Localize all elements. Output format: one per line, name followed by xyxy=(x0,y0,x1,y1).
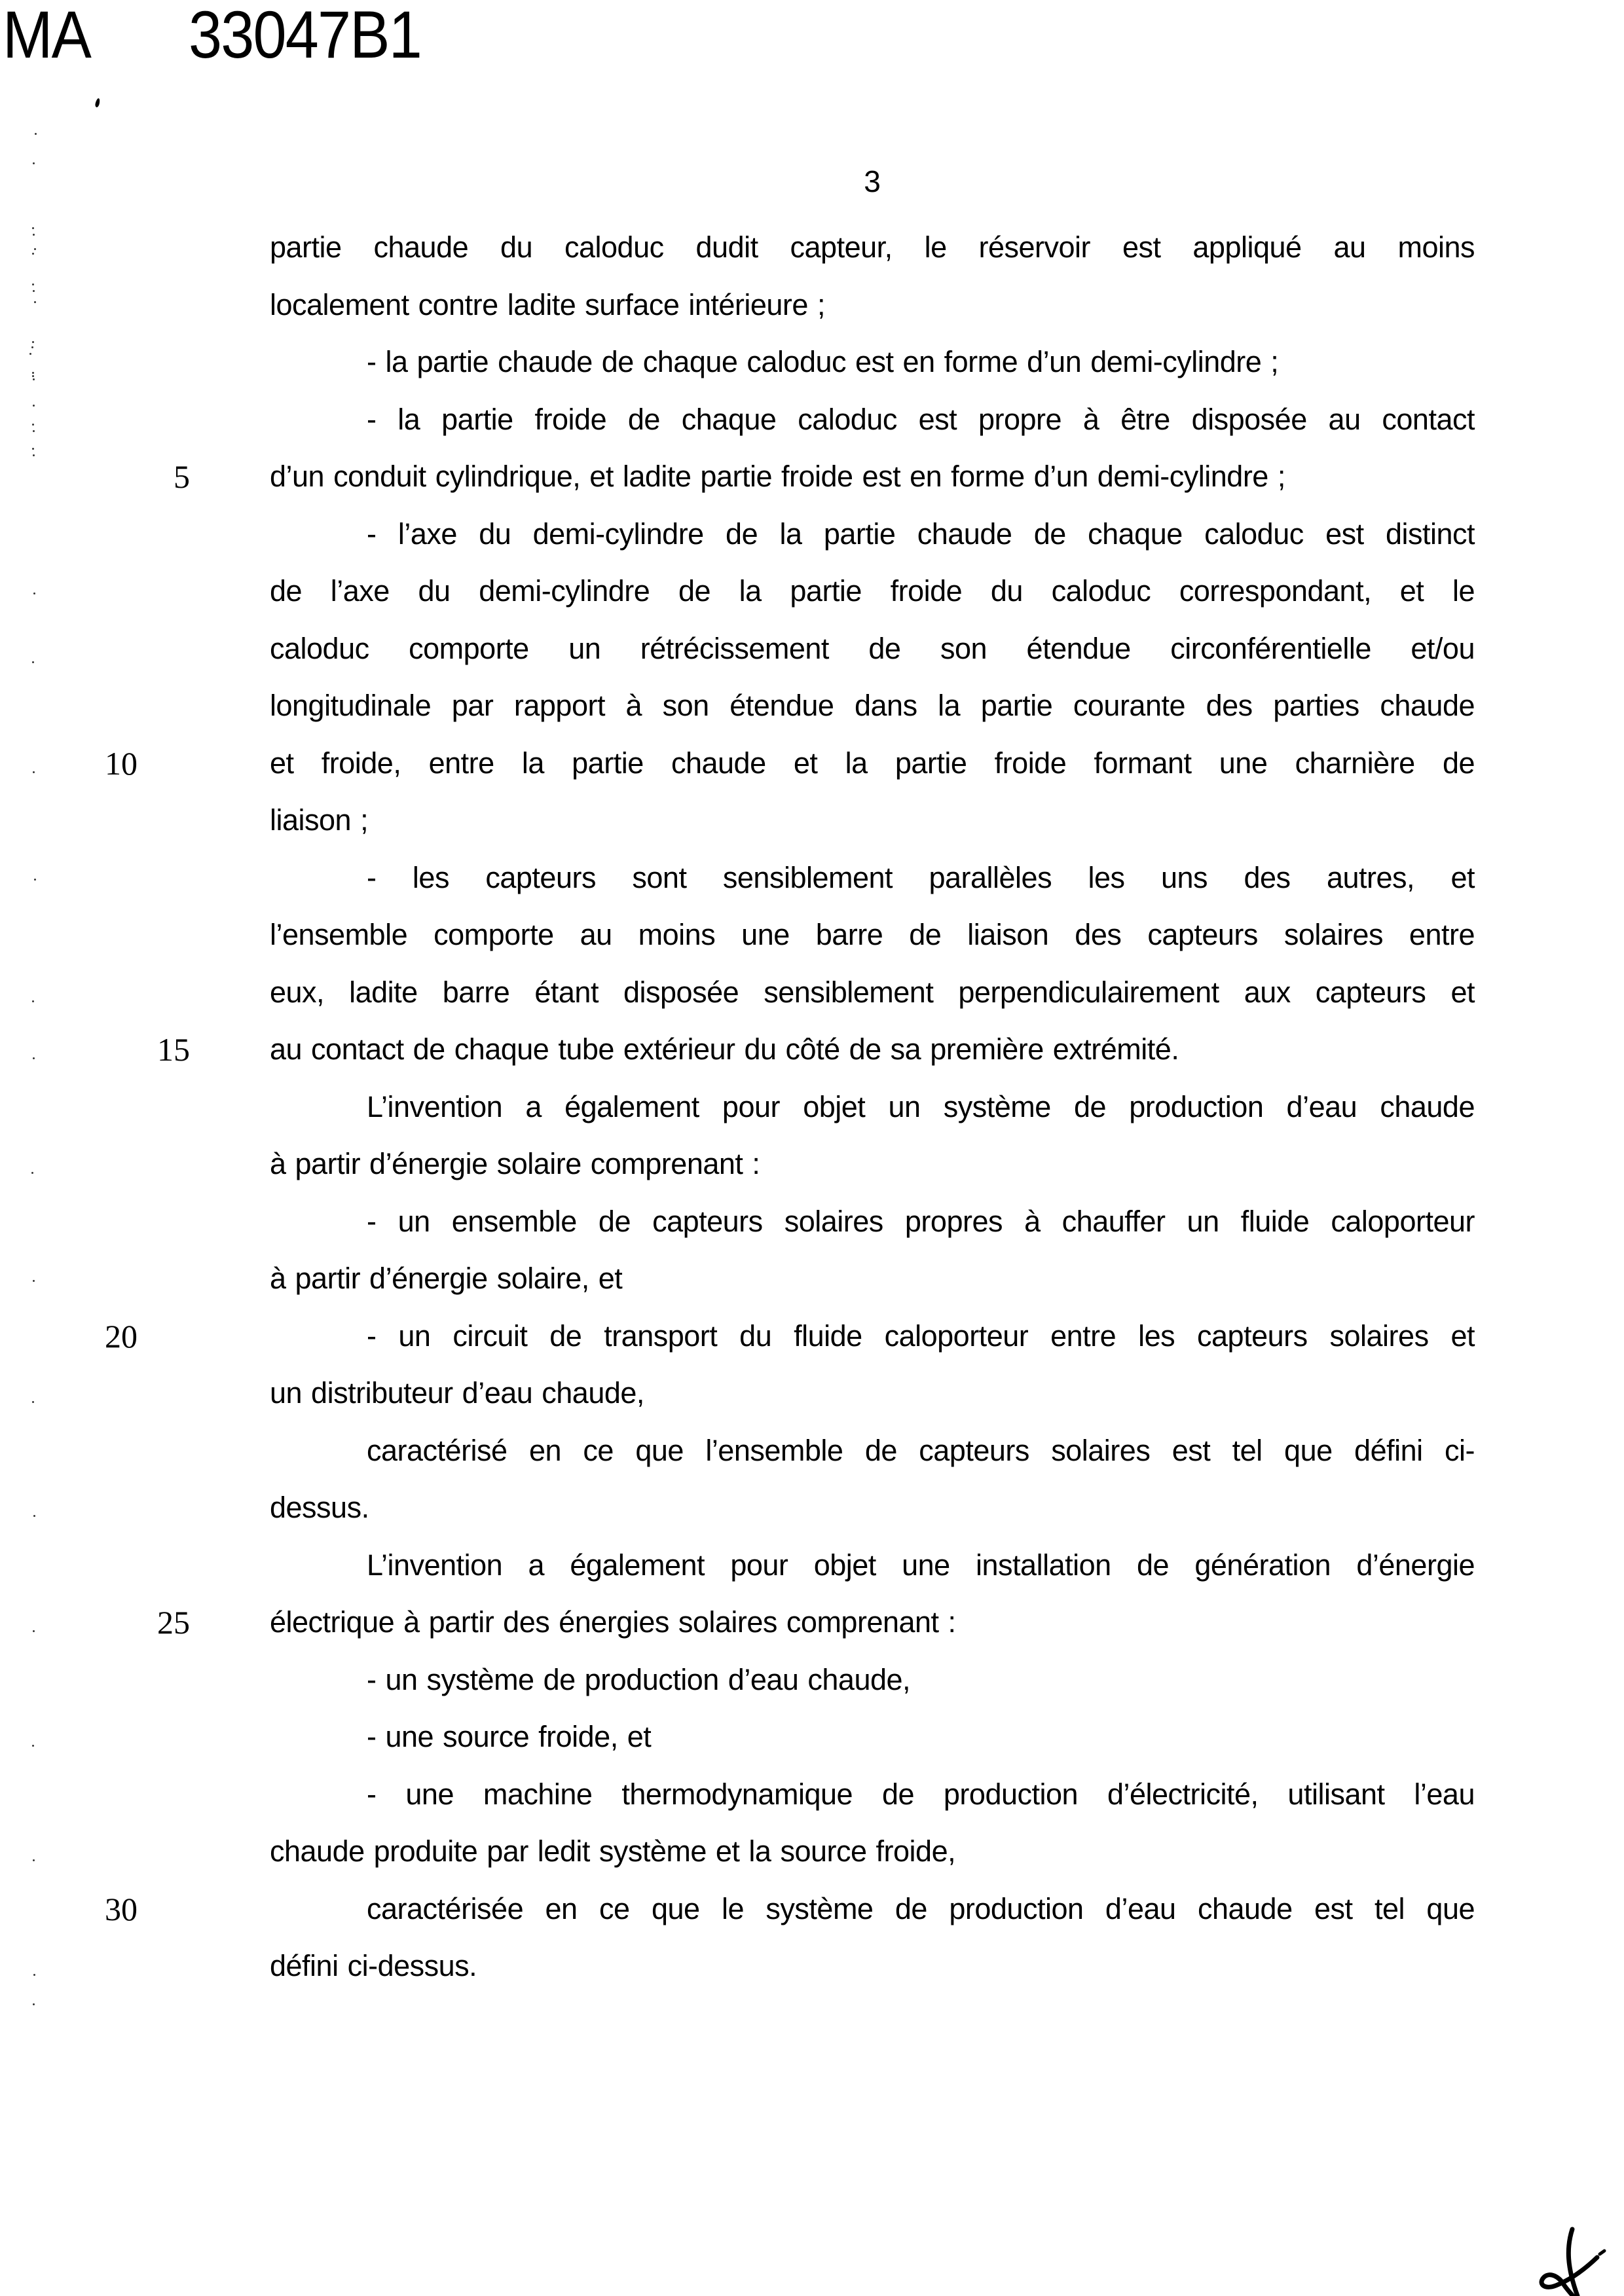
scan-speck xyxy=(33,771,35,773)
scan-speck xyxy=(32,375,34,377)
line-text: L’invention a également pour objet une installation de génération d’énergie xyxy=(367,1548,1475,1582)
header-publication-number: 33047B1 xyxy=(189,0,421,72)
scan-speck xyxy=(33,162,35,164)
text-line xyxy=(270,1078,1475,1136)
line-text: - une source froide, et xyxy=(367,1720,652,1753)
scan-speck xyxy=(32,448,34,450)
line-text: partie chaude du caloduc dudit capteur, le réservoir est appliqué au moins xyxy=(270,230,1475,264)
text-line xyxy=(105,735,1475,792)
scan-speck xyxy=(32,253,34,255)
text-line xyxy=(270,1479,1475,1537)
line-text: longitudinale par rapport à son étendue dans la partie courante des parties chaude xyxy=(270,689,1475,722)
scan-speck xyxy=(32,1000,34,1002)
text-line xyxy=(270,1651,1475,1709)
scan-speck xyxy=(33,1515,35,1517)
line-number: 5 xyxy=(174,458,190,495)
scan-speck xyxy=(34,248,36,250)
text-line xyxy=(157,1594,1475,1651)
line-text: - un système de production d’eau chaude, xyxy=(367,1662,911,1696)
line-text: caloduc comporte un rétrécissement de son étendue circonférentielle et/ou xyxy=(270,631,1475,665)
line-text: au contact de chaque tube extérieur du côté de sa première extrémité. xyxy=(270,1032,1179,1066)
scan-speck xyxy=(32,424,34,426)
line-text: eux, ladite barre étant disposée sensiblement perpendiculairement aux capteurs et xyxy=(270,975,1475,1009)
scan-speck xyxy=(32,341,34,343)
scan-speck xyxy=(33,378,35,380)
line-text: d’un conduit cylindrique, et ladite partie froide est en forme d’un demi-cylindre ; xyxy=(270,460,1285,493)
line-number: 15 xyxy=(157,1031,190,1068)
line-text: un distributeur d’eau chaude, xyxy=(270,1376,644,1410)
text-line xyxy=(105,1307,1475,1365)
header-country-code: MA xyxy=(3,0,91,72)
text-line xyxy=(157,1021,1475,1078)
line-text: localement contre ladite surface intérieure ; xyxy=(270,287,825,321)
text-line xyxy=(270,620,1475,678)
text-line xyxy=(270,849,1475,907)
scan-speck xyxy=(33,454,35,456)
line-text: - l’axe du demi-cylindre de la partie chaude de chaque caloduc est distinct xyxy=(367,517,1475,551)
signature-mark xyxy=(1498,2218,1624,2296)
line-text: - une machine thermodynamique de production d’électricité, utilisant l’eau xyxy=(367,1777,1475,1811)
text-line xyxy=(270,1193,1475,1250)
text-line xyxy=(270,1364,1475,1422)
scan-speck xyxy=(32,372,34,374)
scan-speck xyxy=(32,1401,34,1403)
scan-speck xyxy=(34,879,36,881)
text-line xyxy=(270,1766,1475,1823)
text-line xyxy=(270,1537,1475,1594)
text-line xyxy=(270,562,1475,620)
scan-speck xyxy=(33,1859,35,1861)
text-line xyxy=(270,391,1475,448)
line-number: 25 xyxy=(157,1604,190,1641)
scan-speck xyxy=(35,133,37,135)
line-text: et froide, entre la partie chaude et la partie froide formant une charnière de xyxy=(270,746,1475,780)
text-line xyxy=(270,1823,1475,1880)
scan-speck xyxy=(29,353,31,355)
line-text: L’invention a également pour objet un système de production d’eau chaude xyxy=(367,1089,1475,1123)
scan-speck xyxy=(33,430,35,432)
line-text: - les capteurs sont sensiblement parallèles les uns des autres, et xyxy=(367,860,1475,894)
page-number: 3 xyxy=(864,164,881,198)
line-text: de l’axe du demi-cylindre de la partie froide du caloduc correspondant, et le xyxy=(270,574,1475,608)
scan-speck xyxy=(31,1172,33,1174)
line-text: - un ensemble de capteurs solaires propres à chauffer un fluide caloporteur xyxy=(367,1204,1475,1238)
scan-speck xyxy=(33,1630,35,1632)
line-text: caractérisée en ce que le système de production d’eau chaude est tel que xyxy=(367,1891,1475,1925)
text-line xyxy=(270,1135,1475,1193)
line-number: 20 xyxy=(105,1317,138,1355)
line-text: dessus. xyxy=(270,1491,369,1524)
line-text: chaude produite par ledit système et la source froide, xyxy=(270,1834,956,1868)
scan-speck xyxy=(32,1745,34,1747)
text-line xyxy=(174,448,1475,505)
text-block xyxy=(105,219,1475,1995)
text-line xyxy=(270,1708,1475,1766)
line-text: - un circuit de transport du fluide caloporteur entre les capteurs solaires et xyxy=(367,1319,1475,1353)
text-line xyxy=(270,219,1475,276)
scan-speck xyxy=(32,283,34,285)
text-line xyxy=(270,792,1475,849)
line-number: 10 xyxy=(105,744,138,782)
scan-speck xyxy=(33,1280,35,1282)
text-line xyxy=(270,1422,1475,1480)
scan-speck xyxy=(33,405,35,407)
text-line xyxy=(270,677,1475,735)
scan-speck xyxy=(32,227,34,229)
scan-speck xyxy=(34,301,36,303)
text-line xyxy=(105,1880,1475,1938)
line-text: à partir d’énergie solaire, et xyxy=(270,1262,623,1295)
line-text: à partir d’énergie solaire comprenant : xyxy=(270,1147,760,1180)
line-text: - la partie froide de chaque caloduc est propre à être disposée au contact xyxy=(367,402,1475,436)
scan-speck xyxy=(32,661,34,663)
text-line xyxy=(270,276,1475,334)
scan-speck xyxy=(33,234,35,236)
scan-speck xyxy=(33,592,35,594)
line-text: défini ci-dessus. xyxy=(270,1949,477,1982)
line-text: électrique à partir des énergies solaires comprenant : xyxy=(270,1605,956,1639)
ink-speck xyxy=(94,98,100,107)
text-line xyxy=(270,964,1475,1021)
text-line xyxy=(270,333,1475,391)
line-text: l’ensemble comporte au moins une barre de liaison des capteurs solaires entre xyxy=(270,918,1475,951)
text-line xyxy=(270,1937,1475,1995)
line-text: caractérisé en ce que l’ensemble de capteurs solaires est tel que défini ci- xyxy=(367,1433,1475,1467)
scan-speck xyxy=(33,1974,35,1976)
text-line xyxy=(270,1250,1475,1307)
scan-speck xyxy=(33,290,35,292)
line-number: 30 xyxy=(105,1890,138,1927)
scan-speck xyxy=(33,2003,35,2005)
scan-speck xyxy=(31,346,33,348)
text-line xyxy=(270,906,1475,964)
scan-speck xyxy=(33,1057,35,1059)
line-text: liaison ; xyxy=(270,803,369,837)
line-text: - la partie chaude de chaque caloduc est en forme d’un demi-cylindre ; xyxy=(367,345,1279,378)
text-line xyxy=(270,505,1475,563)
